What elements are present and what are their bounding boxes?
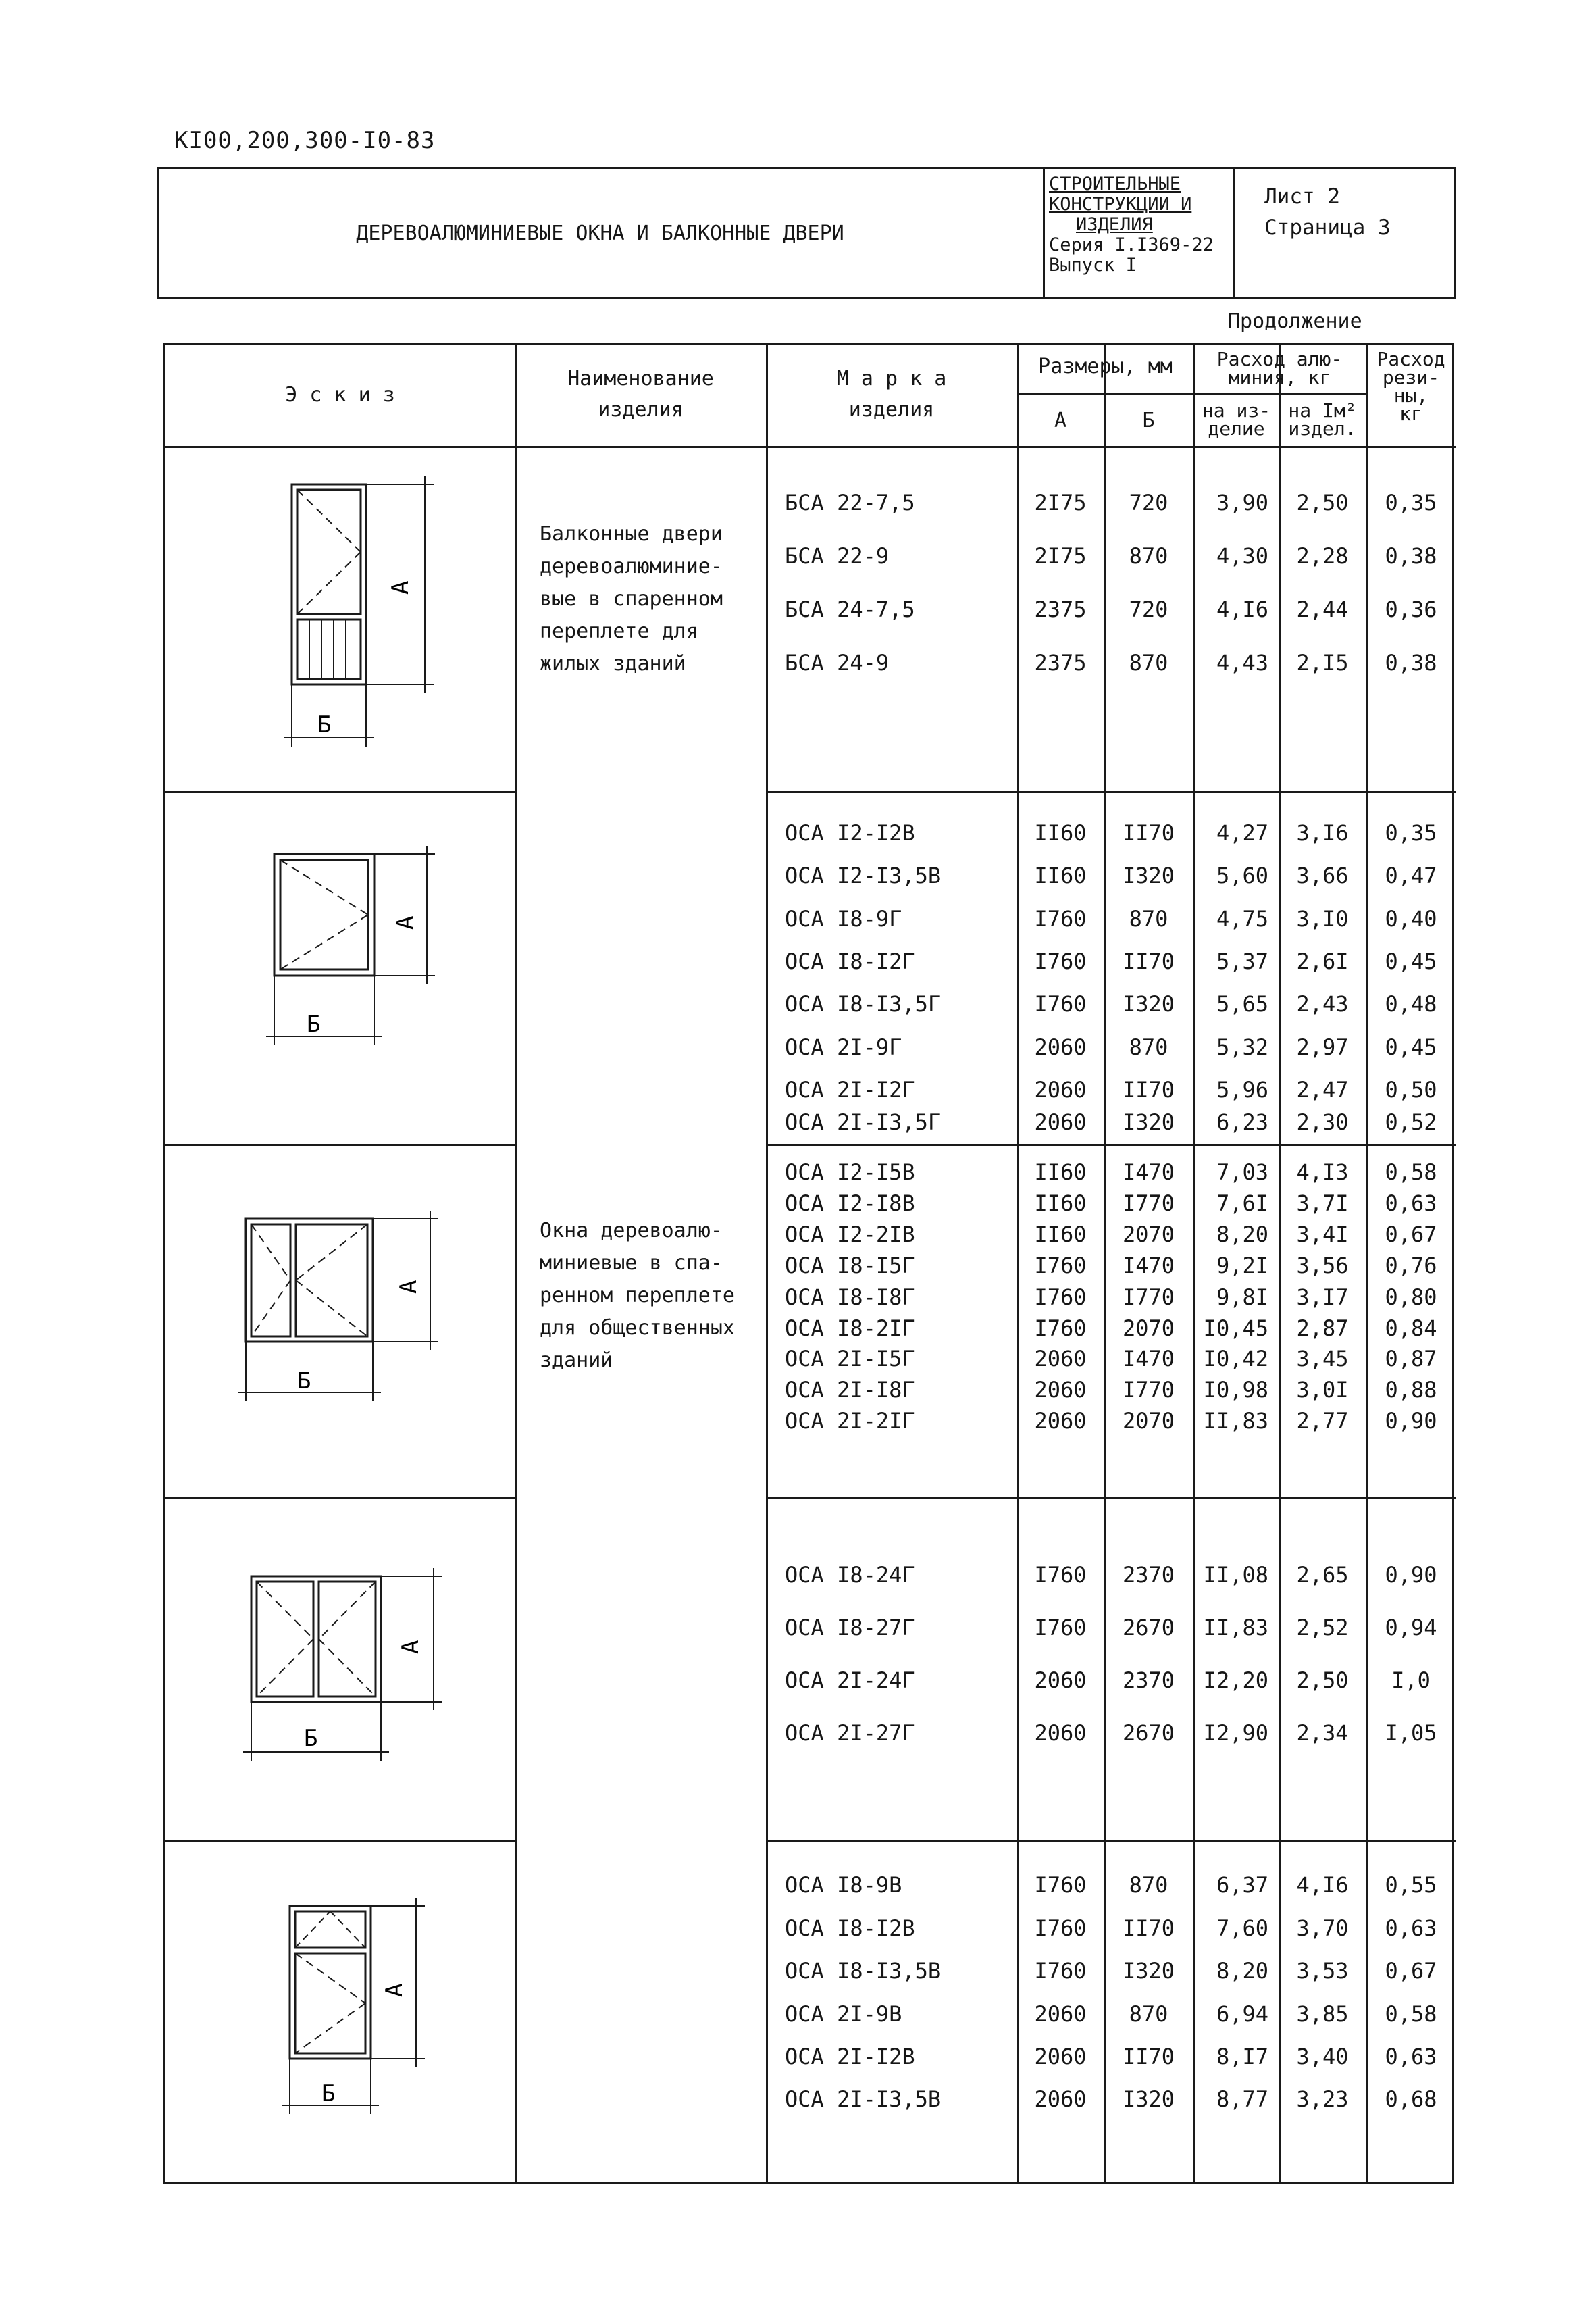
alum-per-m2: 2,30: [1296, 1109, 1349, 1135]
dimension-a-label: А: [392, 915, 419, 930]
rubber-value: 0,68: [1385, 2086, 1437, 2112]
header-aluminium: Расход алю- миния, кг: [1216, 348, 1343, 388]
size-a-value: II60: [1034, 1159, 1087, 1185]
dimension-b-label: Б: [317, 711, 332, 738]
size-b-value: 870: [1129, 2001, 1168, 2027]
rubber-value: 0,84: [1385, 1315, 1437, 1341]
alum-per-m2: 3,I7: [1296, 1284, 1349, 1310]
header-sizes: Размеры, мм: [1038, 355, 1173, 378]
series-line: ИЗДЕЛИЯ: [1076, 214, 1153, 235]
alum-per-m2: 2,47: [1296, 1077, 1349, 1103]
size-b-value: II70: [1122, 1915, 1175, 1941]
alum-per-m2: 2,34: [1296, 1720, 1349, 1746]
dimension-a-label: А: [397, 1640, 424, 1654]
alum-per-m2: 2,50: [1296, 1667, 1349, 1693]
alum-per-item: 4,27: [1216, 820, 1268, 846]
rubber-value: I,05: [1385, 1720, 1437, 1746]
alum-per-item: II,08: [1203, 1562, 1268, 1588]
alum-per-item: 4,30: [1216, 543, 1268, 569]
alum-per-item: 6,23: [1216, 1109, 1268, 1135]
rubber-value: 0,55: [1385, 1872, 1437, 1898]
product-mark: ОСА I8-27Г: [785, 1615, 915, 1640]
product-mark: ОСА 2I-I3,5В: [785, 2086, 942, 2112]
alum-per-item: 3,90: [1216, 490, 1268, 515]
alum-per-m2: 2,44: [1296, 597, 1349, 622]
size-a-value: 2060: [1034, 2001, 1087, 2027]
header-sketch: Э с к и з: [285, 383, 395, 407]
alum-per-item: 9,2I: [1216, 1253, 1268, 1278]
alum-per-m2: 3,53: [1296, 1958, 1349, 1984]
rubber-value: 0,48: [1385, 991, 1437, 1017]
product-mark: ОСА I2-I5В: [785, 1159, 915, 1185]
size-a-value: I760: [1034, 1284, 1087, 1310]
dimension-a-label: А: [381, 1983, 408, 1997]
header-per-item: на из- делие: [1202, 399, 1271, 440]
size-a-value: 2I75: [1034, 490, 1087, 515]
size-b-value: II70: [1122, 949, 1175, 974]
size-a-value: 2060: [1034, 2086, 1087, 2112]
size-b-value: I470: [1122, 1346, 1175, 1372]
alum-per-m2: 3,23: [1296, 2086, 1349, 2112]
rubber-value: 0,90: [1385, 1408, 1437, 1434]
size-b-value: II70: [1122, 2044, 1175, 2069]
series-line: Серия I.I369-22: [1049, 234, 1214, 255]
alum-per-m2: 2,97: [1296, 1034, 1349, 1060]
size-a-value: I760: [1034, 906, 1087, 932]
size-a-value: 2060: [1034, 2044, 1087, 2069]
rubber-value: 0,63: [1385, 1190, 1437, 1216]
product-mark: ОСА 2I-I3,5Г: [785, 1109, 942, 1135]
alum-per-item: 5,60: [1216, 863, 1268, 888]
alum-per-m2: 3,I6: [1296, 820, 1349, 846]
size-a-value: 2060: [1034, 1346, 1087, 1372]
header-mark: М а р к а изделия: [836, 367, 947, 422]
alum-per-item: II,83: [1203, 1615, 1268, 1640]
series-line: Выпуск I: [1049, 255, 1137, 276]
product-mark: ОСА I8-I2Г: [785, 949, 915, 974]
alum-per-m2: 4,I3: [1296, 1159, 1349, 1185]
size-b-value: 2070: [1122, 1315, 1175, 1341]
alum-per-item: 5,37: [1216, 949, 1268, 974]
dimension-b-label: Б: [304, 1725, 318, 1752]
product-mark: ОСА I8-I8Г: [785, 1284, 915, 1310]
product-mark: БСА 22-7,5: [785, 490, 915, 515]
product-mark: ОСА I8-24Г: [785, 1562, 915, 1588]
product-mark: ОСА I8-9В: [785, 1872, 902, 1898]
product-mark: ОСА I8-I3,5В: [785, 1958, 942, 1984]
alum-per-m2: 2,28: [1296, 543, 1349, 569]
rubber-value: 0,45: [1385, 1034, 1437, 1060]
title-block: [157, 167, 1456, 299]
size-b-value: II70: [1122, 820, 1175, 846]
rubber-value: 0,58: [1385, 2001, 1437, 2027]
alum-per-item: II,83: [1203, 1408, 1268, 1434]
single-window-sketch: [165, 791, 515, 1144]
size-b-value: 870: [1129, 543, 1168, 569]
products-table: [163, 343, 1454, 2184]
alum-per-m2: 3,85: [1296, 2001, 1349, 2027]
alum-per-item: I0,45: [1203, 1315, 1268, 1341]
alum-per-item: 4,43: [1216, 650, 1268, 676]
product-mark: БСА 24-7,5: [785, 597, 915, 622]
size-b-value: 2070: [1122, 1408, 1175, 1434]
size-b-value: 2670: [1122, 1615, 1175, 1640]
size-a-value: I760: [1034, 949, 1087, 974]
size-a-value: I760: [1034, 1562, 1087, 1588]
product-mark: ОСА I2-I8В: [785, 1190, 915, 1216]
alum-per-m2: 3,I0: [1296, 906, 1349, 932]
size-b-value: 2370: [1122, 1667, 1175, 1693]
size-b-value: I320: [1122, 1109, 1175, 1135]
rubber-value: 0,67: [1385, 1222, 1437, 1247]
alum-per-item: 4,75: [1216, 906, 1268, 932]
dimension-a-label: А: [387, 580, 414, 595]
product-mark: ОСА 2I-27Г: [785, 1720, 915, 1746]
alum-per-item: 5,65: [1216, 991, 1268, 1017]
size-a-value: 2060: [1034, 1408, 1087, 1434]
size-b-value: 2070: [1122, 1222, 1175, 1247]
product-mark: ОСА I2-2IВ: [785, 1222, 915, 1247]
product-mark: ОСА 2I-2IГ: [785, 1408, 915, 1434]
product-mark: ОСА I8-9Г: [785, 906, 902, 932]
series-info: [1043, 169, 1235, 297]
alum-per-item: 8,77: [1216, 2086, 1268, 2112]
rubber-value: 0,50: [1385, 1077, 1437, 1103]
header-name: Наименование изделия: [567, 367, 714, 422]
size-b-value: 2670: [1122, 1720, 1175, 1746]
alum-per-item: I2,20: [1203, 1667, 1268, 1693]
size-b-value: 870: [1129, 1034, 1168, 1060]
alum-per-m2: 3,4I: [1296, 1222, 1349, 1247]
dimension-b-label: Б: [321, 2080, 336, 2107]
alum-per-item: I0,42: [1203, 1346, 1268, 1372]
transom-window-sketch: [165, 1840, 515, 2184]
size-b-value: I320: [1122, 1958, 1175, 1984]
product-mark: БСА 24-9: [785, 650, 890, 676]
size-b-value: 870: [1129, 906, 1168, 932]
product-mark: ОСА 2I-I8Г: [785, 1377, 915, 1403]
alum-per-m2: 3,70: [1296, 1915, 1349, 1941]
dimension-b-label: Б: [297, 1367, 311, 1394]
size-b-value: I470: [1122, 1159, 1175, 1185]
size-b-value: I770: [1122, 1284, 1175, 1310]
alum-per-m2: 2,77: [1296, 1408, 1349, 1434]
alum-per-item: 8,20: [1216, 1222, 1268, 1247]
two-sash-window-sketch: [165, 1144, 515, 1497]
header-per-m2: на Iм² издел.: [1288, 399, 1357, 440]
document-code: КI00,200,300-I0-83: [174, 127, 436, 154]
size-b-value: I320: [1122, 863, 1175, 888]
product-mark: ОСА 2I-I2В: [785, 2044, 915, 2069]
rubber-value: I,0: [1391, 1667, 1431, 1693]
rubber-value: 0,47: [1385, 863, 1437, 888]
size-b-value: I320: [1122, 991, 1175, 1017]
size-a-value: I760: [1034, 1958, 1087, 1984]
size-a-value: I760: [1034, 1315, 1087, 1341]
rubber-value: 0,58: [1385, 1159, 1437, 1185]
alum-per-item: 8,I7: [1216, 2044, 1268, 2069]
product-mark: ОСА I2-I3,5В: [785, 863, 942, 888]
rubber-value: 0,40: [1385, 906, 1437, 932]
size-a-value: I760: [1034, 991, 1087, 1017]
rubber-value: 0,38: [1385, 543, 1437, 569]
dimension-b-label: Б: [307, 1011, 321, 1038]
alum-per-item: 5,32: [1216, 1034, 1268, 1060]
product-mark: БСА 22-9: [785, 543, 890, 569]
alum-per-m2: 4,I6: [1296, 1872, 1349, 1898]
alum-per-m2: 2,43: [1296, 991, 1349, 1017]
size-a-value: 2060: [1034, 1077, 1087, 1103]
size-a-value: 2060: [1034, 1720, 1087, 1746]
rubber-value: 0,52: [1385, 1109, 1437, 1135]
product-name-windows: Окна деревоалю- миниевые в спа- ренном переплете для общественных зданий: [540, 1219, 735, 1372]
alum-per-m2: 3,0I: [1296, 1377, 1349, 1403]
header-rubber: Расход рези- ны, кг: [1376, 348, 1445, 425]
product-mark: ОСА 2I-9Г: [785, 1034, 902, 1060]
size-a-value: 2060: [1034, 1377, 1087, 1403]
rubber-value: 0,76: [1385, 1253, 1437, 1278]
size-a-value: I760: [1034, 1915, 1087, 1941]
series-line: СТРОИТЕЛЬНЫЕ: [1049, 174, 1181, 195]
alum-per-item: 4,I6: [1216, 597, 1268, 622]
rubber-value: 0,35: [1385, 820, 1437, 846]
balcony-door-sketch: [165, 446, 515, 791]
size-a-value: II60: [1034, 1222, 1087, 1247]
size-a-value: I760: [1034, 1253, 1087, 1278]
alum-per-item: 6,94: [1216, 2001, 1268, 2027]
header-size-a: А: [1054, 409, 1067, 432]
size-a-value: 2060: [1034, 1034, 1087, 1060]
size-a-value: 2I75: [1034, 543, 1087, 569]
product-mark: ОСА I8-2IГ: [785, 1315, 915, 1341]
alum-per-item: I2,90: [1203, 1720, 1268, 1746]
size-b-value: 870: [1129, 650, 1168, 676]
alum-per-m2: 3,56: [1296, 1253, 1349, 1278]
alum-per-m2: 2,65: [1296, 1562, 1349, 1588]
size-b-value: I470: [1122, 1253, 1175, 1278]
alum-per-m2: 3,7I: [1296, 1190, 1349, 1216]
size-b-value: II70: [1122, 1077, 1175, 1103]
rubber-value: 0,94: [1385, 1615, 1437, 1640]
alum-per-m2: 2,I5: [1296, 650, 1349, 676]
rubber-value: 0,88: [1385, 1377, 1437, 1403]
alum-per-item: 5,96: [1216, 1077, 1268, 1103]
series-line: КОНСТРУКЦИИ И: [1049, 194, 1192, 215]
size-b-value: 2370: [1122, 1562, 1175, 1588]
alum-per-m2: 2,87: [1296, 1315, 1349, 1341]
product-mark: ОСА 2I-I2Г: [785, 1077, 915, 1103]
alum-per-m2: 2,50: [1296, 490, 1349, 515]
rubber-value: 0,90: [1385, 1562, 1437, 1588]
size-b-value: I770: [1122, 1377, 1175, 1403]
product-mark: ОСА I2-I2В: [785, 820, 915, 846]
size-a-value: II60: [1034, 863, 1087, 888]
rubber-value: 0,87: [1385, 1346, 1437, 1372]
size-b-value: I770: [1122, 1190, 1175, 1216]
rubber-value: 0,63: [1385, 1915, 1437, 1941]
product-mark: ОСА I8-I3,5Г: [785, 991, 942, 1017]
size-a-value: 2060: [1034, 1667, 1087, 1693]
size-b-value: 720: [1129, 490, 1168, 515]
alum-per-item: 7,03: [1216, 1159, 1268, 1185]
size-a-value: II60: [1034, 820, 1087, 846]
rubber-value: 0,38: [1385, 650, 1437, 676]
size-b-value: 870: [1129, 1872, 1168, 1898]
sheet-number: Лист 2: [1264, 184, 1340, 209]
main-title: ДЕРЕВОАЛЮМИНИЕВЫЕ ОКНА И БАЛКОННЫЕ ДВЕРИ: [356, 221, 844, 245]
alum-per-m2: 2,52: [1296, 1615, 1349, 1640]
size-a-value: I760: [1034, 1615, 1087, 1640]
continuation-label: Продолжение: [1228, 309, 1362, 333]
rubber-value: 0,35: [1385, 490, 1437, 515]
dimension-a-label: А: [395, 1280, 422, 1294]
rubber-value: 0,36: [1385, 597, 1437, 622]
product-name-balcony: Балконные двери деревоалюминие- вые в спаренном переплете для жилых зданий: [540, 522, 723, 676]
alum-per-m2: 3,40: [1296, 2044, 1349, 2069]
alum-per-item: 6,37: [1216, 1872, 1268, 1898]
size-a-value: 2375: [1034, 597, 1087, 622]
alum-per-m2: 3,66: [1296, 863, 1349, 888]
rubber-value: 0,80: [1385, 1284, 1437, 1310]
size-b-value: 720: [1129, 597, 1168, 622]
alum-per-item: I0,98: [1203, 1377, 1268, 1403]
product-mark: ОСА I8-I2В: [785, 1915, 915, 1941]
rubber-value: 0,67: [1385, 1958, 1437, 1984]
alum-per-item: 7,6I: [1216, 1190, 1268, 1216]
size-b-value: I320: [1122, 2086, 1175, 2112]
header-size-b: Б: [1142, 409, 1155, 432]
double-window-sketch: [165, 1497, 515, 1840]
size-a-value: 2060: [1034, 1109, 1087, 1135]
product-mark: ОСА 2I-9В: [785, 2001, 902, 2027]
alum-per-m2: 3,45: [1296, 1346, 1349, 1372]
rubber-value: 0,45: [1385, 949, 1437, 974]
sheet-info: [1237, 169, 1454, 297]
alum-per-item: 9,8I: [1216, 1284, 1268, 1310]
size-a-value: I760: [1034, 1872, 1087, 1898]
product-mark: ОСА 2I-24Г: [785, 1667, 915, 1693]
alum-per-item: 7,60: [1216, 1915, 1268, 1941]
page-number: Страница 3: [1264, 216, 1391, 240]
product-mark: ОСА 2I-I5Г: [785, 1346, 915, 1372]
size-a-value: II60: [1034, 1190, 1087, 1216]
alum-per-m2: 2,6I: [1296, 949, 1349, 974]
alum-per-item: 8,20: [1216, 1958, 1268, 1984]
product-mark: ОСА I8-I5Г: [785, 1253, 915, 1278]
rubber-value: 0,63: [1385, 2044, 1437, 2069]
size-a-value: 2375: [1034, 650, 1087, 676]
